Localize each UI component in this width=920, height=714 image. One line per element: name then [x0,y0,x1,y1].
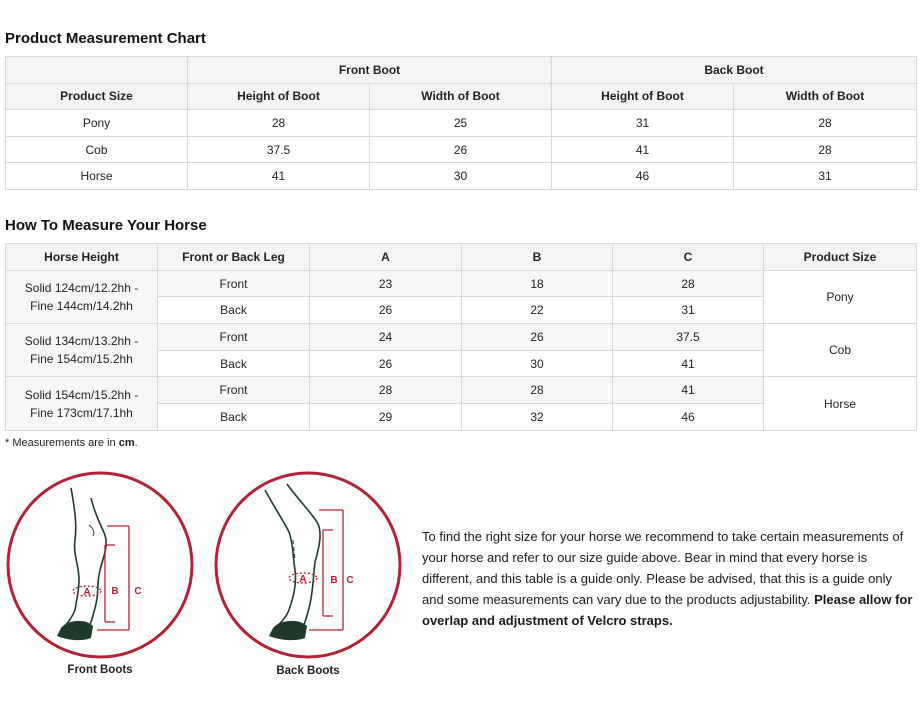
product-measurement-table [5,56,917,190]
table-row [6,270,917,297]
table-cell: 46 [552,163,734,190]
horse-height-cell [6,270,158,323]
table-cell: 46 [613,404,764,431]
note-suffix: . [134,437,138,449]
table-cell: 24 [310,324,462,351]
table-cell: 37.5 [613,324,764,351]
label-c: C [346,575,354,586]
back-width-header: Width of Boot [734,83,917,110]
table-row [6,136,917,163]
product-size-cell: Cob [764,324,917,377]
height-line: Solid 124cm/12.2hh - [24,280,139,295]
table-cell: 28 [613,270,764,297]
height-line: Fine 173cm/17.1hh [30,405,133,420]
advice-bold-text: Please allow for overlap and adjustment of Velcro straps. [422,592,913,628]
horse-height-cell [6,324,158,377]
table-cell: Cob [6,136,188,163]
back-leg-diagram [213,470,403,660]
back-boots-caption: Back Boots [276,665,340,677]
table-row [6,324,917,351]
table-row [6,110,917,137]
table-cell: Front [158,270,310,297]
table-cell: 26 [370,136,552,163]
leg-header: Front or Back Leg [158,244,310,271]
horse-height-header: Horse Height [6,244,158,271]
measurement-unit-note [5,437,138,449]
how-to-measure-table [5,243,917,431]
empty-header-cell [6,57,188,84]
label-a: A [299,574,307,585]
c-header: C [613,244,764,271]
front-leg-diagram [5,470,195,660]
table-cell: 31 [734,163,917,190]
front-height-header: Height of Boot [188,83,370,110]
table-cell: 41 [552,136,734,163]
table-cell: 28 [734,136,917,163]
how-to-measure-title: How To Measure Your Horse [5,217,207,234]
table-cell: 23 [310,270,462,297]
height-line: Solid 134cm/13.2hh - [24,334,139,349]
sizing-advice-paragraph [422,526,916,631]
table-cell: 28 [462,377,613,404]
table-row [6,377,917,404]
table-cell: Back [158,404,310,431]
label-c: C [134,586,142,597]
table-cell: 37.5 [188,136,370,163]
table-cell: 31 [552,110,734,137]
front-width-header: Width of Boot [370,83,552,110]
note-unit: cm [118,437,135,449]
product-size-cell: Horse [764,377,917,430]
label-b: B [330,575,338,586]
product-measurement-chart-title: Product Measurement Chart [5,30,206,47]
front-boots-caption: Front Boots [67,664,133,676]
a-header: A [310,244,462,271]
table-cell: Front [158,324,310,351]
table-cell: Horse [6,163,188,190]
table-cell: 30 [462,350,613,377]
product-size-cell: Pony [764,270,917,323]
table-cell: Back [158,297,310,324]
table-cell: 18 [462,270,613,297]
table-cell: Pony [6,110,188,137]
back-boot-header: Back Boot [552,57,917,84]
label-b: B [111,586,119,597]
table-cell: 30 [370,163,552,190]
table-cell: 28 [734,110,917,137]
table-cell: 22 [462,297,613,324]
table-cell: 25 [370,110,552,137]
table-cell: 41 [188,163,370,190]
front-boot-header: Front Boot [188,57,552,84]
table-cell: 26 [310,297,462,324]
product-size-header: Product Size [764,244,917,271]
product-size-header: Product Size [6,83,188,110]
table-cell: 28 [188,110,370,137]
horse-height-cell [6,377,158,430]
table-row [6,163,917,190]
height-line: Fine 154cm/15.2hh [30,352,133,367]
table-cell: 29 [310,404,462,431]
b-header: B [462,244,613,271]
label-a: A [83,587,91,598]
back-height-header: Height of Boot [552,83,734,110]
table-cell: 31 [613,297,764,324]
table-cell: Back [158,350,310,377]
diagram-circle [216,473,400,657]
table-cell: 28 [310,377,462,404]
table-cell: 41 [613,377,764,404]
table-cell: 26 [462,324,613,351]
table-cell: 32 [462,404,613,431]
height-line: Fine 144cm/14.2hh [30,298,133,313]
table-cell: 26 [310,350,462,377]
height-line: Solid 154cm/15.2hh - [24,387,139,402]
advice-text: To find the right size for your horse we recommend to take certain measurements of your horse and refer to our size guide above. Bear in mind that every horse is different, and this table is a guide only. Please be advised, that this is a guide only and some measurements can vary due to the products adjustability. [422,529,904,607]
table-cell: 41 [613,350,764,377]
note-prefix: * Measurements are in [5,437,119,449]
table-cell: Front [158,377,310,404]
